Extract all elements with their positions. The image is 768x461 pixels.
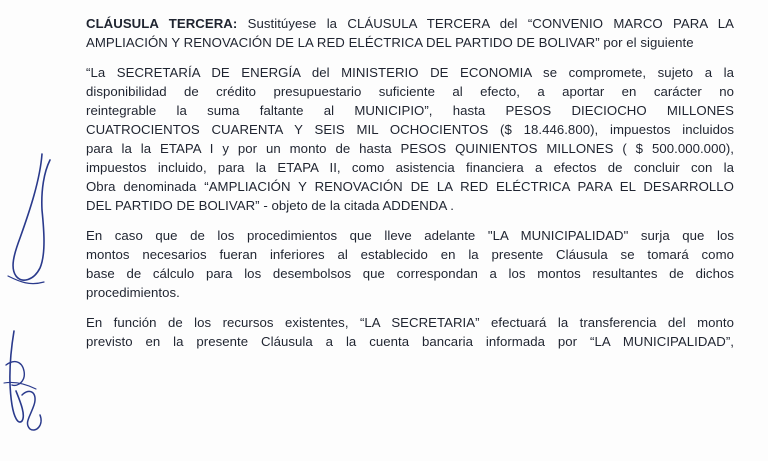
clause-label: CLÁUSULA TERCERA: [86,16,238,31]
text-line: “La SECRETARÍA DE ENERGÍA del MINISTERIO DE ECONOMIA se compromete, sujeto a la [86,65,734,80]
text-line: base de cálculo para los desembolsos que correspondan a los montos resultantes de dichos [86,266,734,281]
text-line: CUATROCIENTOS CUARENTA Y SEIS MIL OCHOCIENTOS ($ 18.446.800), impuestos incluidos [86,122,734,137]
margin-signature-top [0,150,80,290]
document-body [86,14,734,362]
text-line: impuestos incluido, para la ETAPA II, como asistencia financiera a efectos de concluir con la [86,160,734,175]
clause-line-2: AMPLIACIÓN Y RENOVACIÓN DE LA RED ELÉCTRICA DEL PARTIDO DE BOLIVAR” por el siguiente [86,35,694,50]
text-line: montos necesarios fueran inferiores al establecido en la presente Cláusula se tomará como [86,247,734,262]
clause-heading-paragraph [86,14,734,52]
text-line: DEL PARTIDO DE BOLIVAR” - objeto de la citada ADDENDA . [86,198,454,213]
text-line: reintegrable la suma faltante al MUNICIPIO”, hasta PESOS DIECIOCHO MILLONES [86,103,734,118]
paragraph-procedures [86,226,734,302]
text-line: procedimientos. [86,285,180,300]
text-line: disponibilidad de crédito presupuestario suficiente al efecto, a aportar en carácter no [86,84,734,99]
margin-signature-bottom [0,325,60,435]
paragraph-commitment [86,63,734,215]
clause-line-1 [86,14,734,33]
text-line: En caso que de los procedimientos que lleve adelante "LA MUNICIPALIDAD" surja que los [86,228,734,243]
text-line: para la la ETAPA I y por un monto de hasta PESOS QUINIENTOS MILLONES ( $ 500.000.000), [86,141,734,156]
text-line: En función de los recursos existentes, “LA SECRETARIA” efectuará la transferencia del monto [86,315,734,330]
text-line: previsto en la presente Cláusula a la cuenta bancaria informada por “LA MUNICIPALIDAD”, [86,334,734,349]
clause-line-1-text: Sustitúyese la CLÁUSULA TERCERA del “CONVENIO MARCO PARA LA [237,16,735,31]
text-line: Obra denominada “AMPLIACIÓN Y RENOVACIÓN DE LA RED ELÉCTRICA PARA EL DESARROLLO [86,179,734,194]
paragraph-transfer [86,313,734,351]
